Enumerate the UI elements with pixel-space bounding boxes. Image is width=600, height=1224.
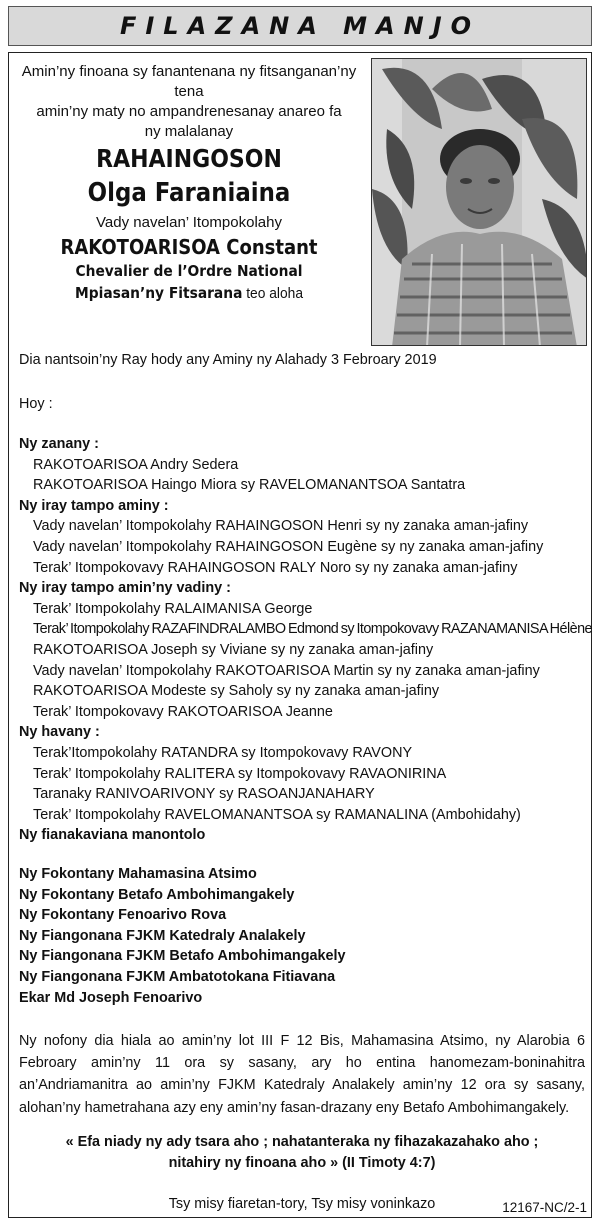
list-item: RAKOTOARISOA Modeste sy Saholy sy ny zanaka aman-jafiny — [33, 683, 440, 700]
children-heading: Ny zanany : — [19, 436, 99, 452]
organizations-list — [19, 864, 585, 1008]
deceased-surname: RAHAINGOSON — [96, 144, 282, 173]
funeral-details: Ny nofony dia hiala ao amin’ny lot III F 12 Bis, Mahamasina Atsimo, ny Alarobia 6 Febroary amin’ny 11 ora sy sasany, ary ho entina hanomezam-boninahitra an’Andriamanitra ao amin’ny FJKM Katedraly Analakely amin’ny 12 ora sy sasany, alohan’ny hametrahana azy eny amin’ny fasan-drazany eny Betafo Ambohimangakely. — [19, 1033, 585, 1116]
list-item: RAKOTOARISOA Joseph sy Viviane sy ny zanaka aman-jafiny — [33, 641, 434, 658]
organization-item: Ny Fokontany Mahamasina Atsimo — [19, 866, 257, 882]
organization-item: Ekar Md Joseph Fenoarivo — [19, 989, 203, 1006]
intro-line: amin’ny maty no ampandrenesanay anareo fa — [36, 103, 342, 120]
list-item: Vady navelan’ Itompokolahy RAKOTOARISOA Martin sy ny zanaka aman-jafiny — [33, 662, 540, 679]
closing-note: Tsy misy fiaretan-tory, Tsy misy voninkazo — [168, 1196, 436, 1212]
inlaws-heading: Ny iray tampo amin’ny vadiny : — [19, 580, 231, 597]
portrait-photo — [371, 58, 587, 346]
deceased-given-names: Olga Faraniaina — [87, 178, 291, 208]
quote-line: nitahiry ny finoana aho » (II Timoty 4:7) — [168, 1155, 436, 1171]
list-item: RAKOTOARISOA Haingo Miora sy RAVELOMANANTSOA Santatra — [33, 477, 466, 494]
hoy-label: Hoy : — [19, 396, 53, 412]
banner-title: FILAZANA MANJO — [119, 12, 481, 40]
occupation-bold: Mpiasan’ny Fitsarana — [74, 284, 243, 302]
intro-line: ny malalanay — [144, 123, 234, 140]
reference-code: 12167-NC/2-1 — [502, 1200, 587, 1215]
list-item: Terak’ Itompokovavy RAKOTOARISOA Jeanne — [33, 703, 333, 720]
list-item: Terak’Itompokolahy RATANDRA sy Itompokovavy RAVONY — [33, 744, 413, 761]
list-item: Terak’ Itompokovavy RAHAINGOSON RALY Noro sy ny zanaka aman-jafiny — [33, 559, 518, 576]
quote-line: « Efa niady ny ady tsara aho ; nahatanteraka ny fihazakazahako aho ; — [65, 1134, 539, 1150]
list-item: Terak’ Itompokolahy RALAIMANISA George — [33, 600, 313, 617]
deceased-name-block — [14, 142, 364, 305]
footer — [19, 1194, 585, 1214]
organization-item: Ny Fiangonana FJKM Katedraly Analakely — [19, 927, 306, 944]
siblings-heading: Ny iray tampo aminy : — [19, 497, 169, 514]
list-item: Terak’ Itompokolahy RAVELOMANANTSOA sy RAMANALINA (Ambohidahy) — [33, 806, 521, 823]
occupation-suffix: teo aloha — [242, 285, 304, 302]
spouse-name: RAKOTOARISOA Constant — [60, 235, 318, 259]
list-item: Vady navelan’ Itompokolahy RAHAINGOSON Henri sy ny zanaka aman-jafiny — [33, 518, 529, 535]
notice-banner — [8, 6, 592, 46]
organization-item: Ny Fokontany Betafo Ambohimangakely — [19, 886, 295, 903]
organization-item: Ny Fiangonana FJKM Ambatotokana Fitiavana — [19, 968, 336, 985]
honor-line: Chevalier de l’Ordre National — [75, 262, 303, 280]
honor-line-occupation — [28, 282, 350, 305]
list-item: Terak’ Itompokolahy RALITERA sy Itompokovavy RAVAONIRINA — [33, 765, 447, 782]
spouse-label: Vady navelan’ Itompokolahy — [96, 214, 282, 231]
portrait-image — [372, 59, 587, 346]
intro-line: Amin’ny finoana sy fanantenana ny fitsanganan’ny tena — [21, 63, 357, 100]
list-item: RAKOTOARISOA Andry Sedera — [33, 456, 239, 473]
extended-family-heading: Ny fianakaviana manontolo — [19, 827, 206, 844]
intro-text — [14, 62, 364, 142]
death-notice: Dia nantsoin’ny Ray hody any Aminy ny Alahady 3 Febroary 2019 — [19, 352, 437, 368]
list-item: Terak’ Itompokolahy RAZAFINDRALAMBO Edmond sy Itompokovavy RAZANAMANISA Hélène — [33, 621, 592, 638]
list-item: Taranaky RANIVOARIVONY sy RASOANJANAHARY — [33, 786, 375, 803]
list-item: Vady navelan’ Itompokolahy RAHAINGOSON Eugène sy ny zanaka aman-jafiny — [33, 538, 544, 555]
relatives-heading: Ny havany : — [19, 724, 100, 741]
family-list — [19, 434, 592, 846]
organization-item: Ny Fokontany Fenoarivo Rova — [19, 907, 227, 924]
bible-quote — [19, 1132, 585, 1174]
organization-item: Ny Fiangonana FJKM Betafo Ambohimangakely — [19, 948, 346, 965]
